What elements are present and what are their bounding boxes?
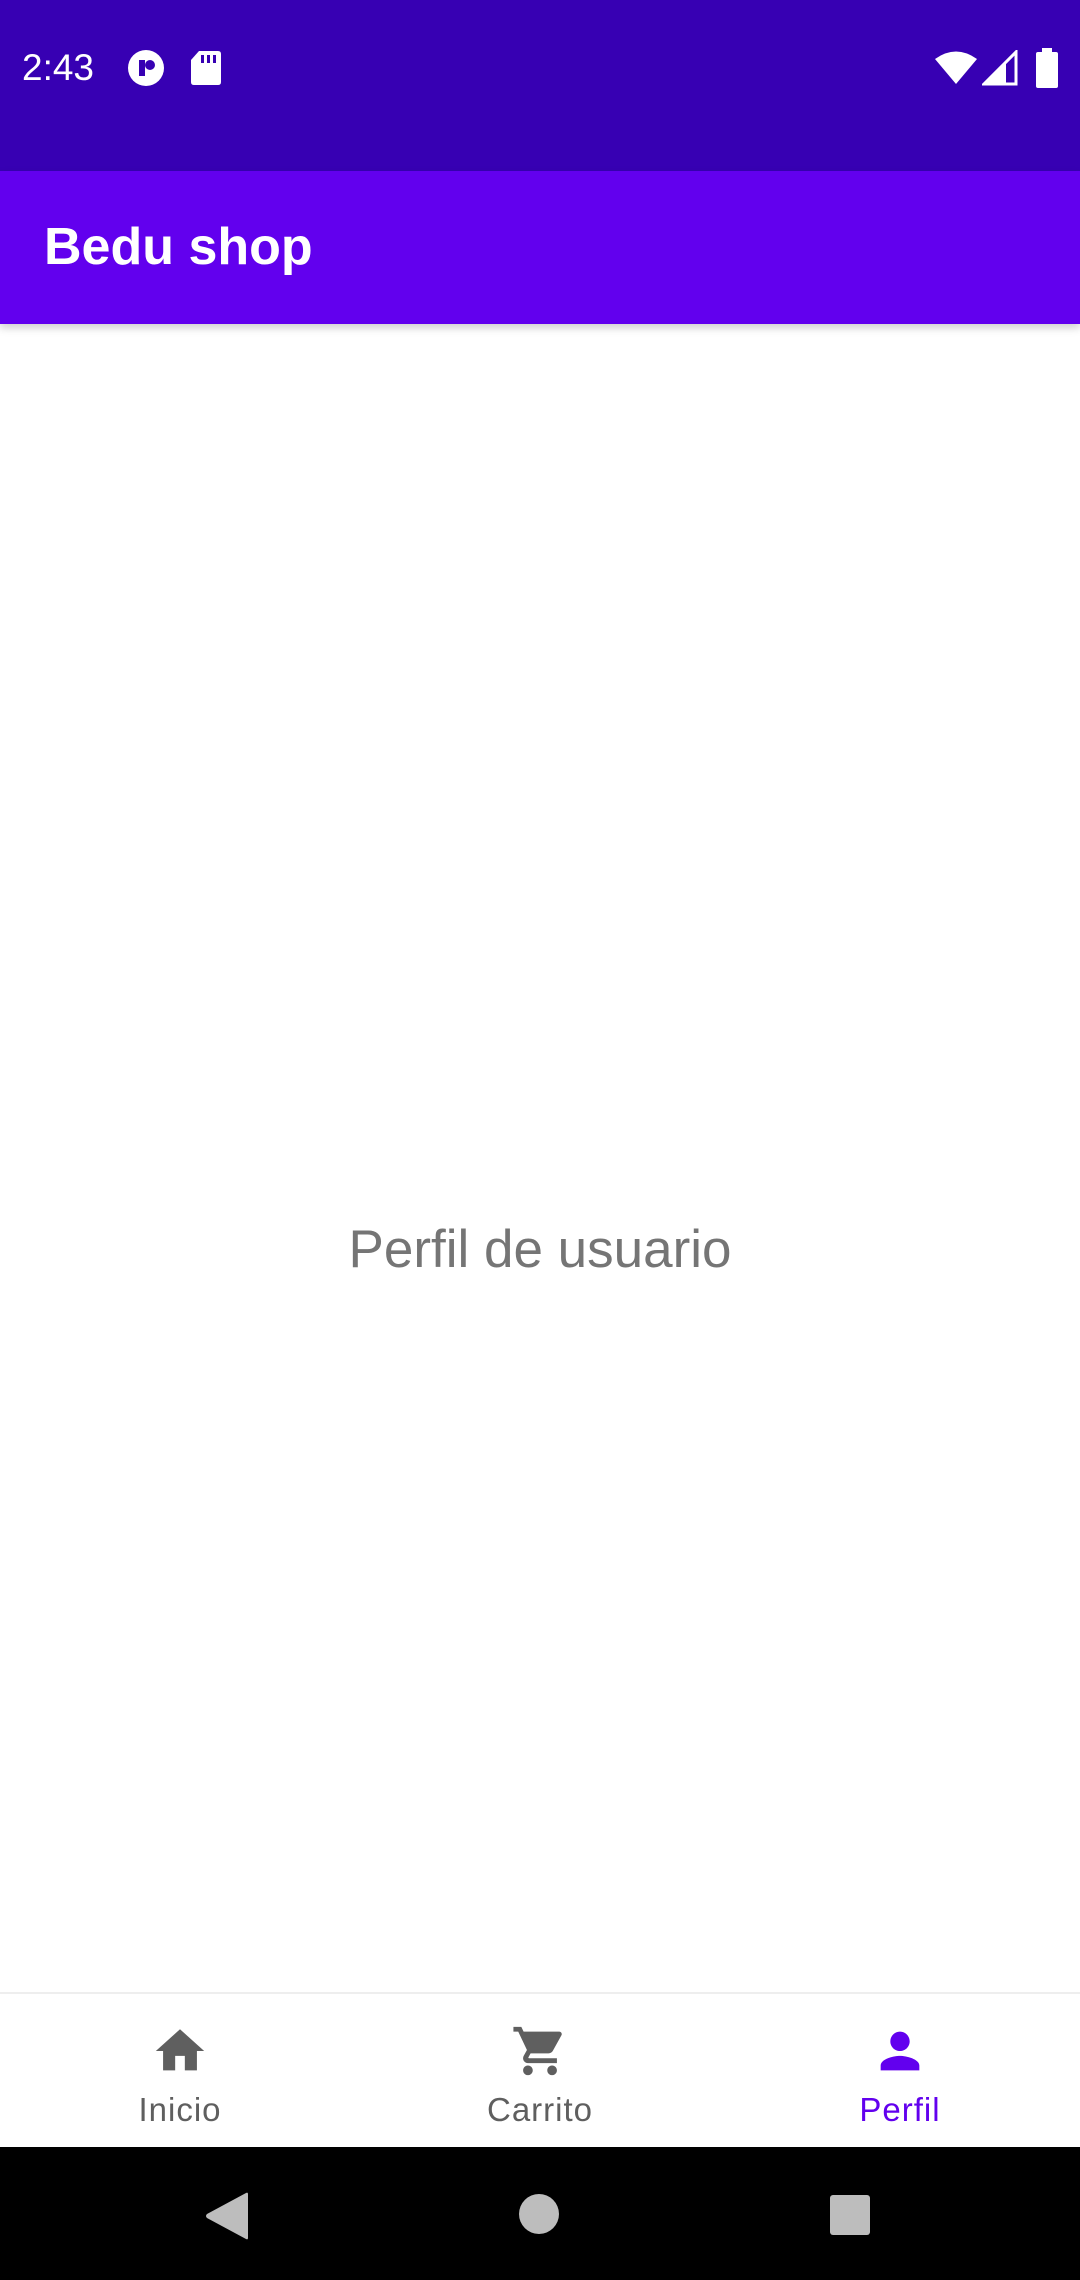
home-circle-icon[interactable]	[518, 2193, 560, 2235]
system-navigation-bar	[0, 2147, 1080, 2280]
cell-signal-icon	[982, 50, 1018, 86]
battery-icon	[1036, 48, 1058, 88]
home-icon	[151, 2022, 209, 2080]
nav-item-perfil[interactable]	[720, 1994, 1080, 2147]
shopping-cart-icon	[511, 2022, 569, 2080]
notification-app-icon	[126, 48, 166, 88]
app-title: Bedu shop	[44, 218, 313, 276]
sd-card-icon	[190, 50, 222, 86]
status-time: 2:43	[22, 47, 95, 88]
wifi-icon	[934, 50, 978, 86]
back-icon[interactable]	[204, 2191, 250, 2241]
profile-placeholder-text: Perfil de usuario	[348, 1220, 732, 1279]
nav-item-inicio[interactable]	[0, 1994, 360, 2147]
person-icon	[871, 2022, 929, 2080]
content-area	[0, 324, 1080, 1992]
recents-icon[interactable]	[829, 2194, 871, 2236]
nav-label-inicio: Inicio	[138, 2091, 222, 2128]
status-bar	[0, 0, 1080, 171]
nav-label-perfil: Perfil	[859, 2091, 941, 2128]
nav-item-carrito[interactable]	[360, 1994, 720, 2147]
nav-label-carrito: Carrito	[486, 2091, 594, 2128]
app-bar	[0, 171, 1080, 324]
bottom-navigation	[0, 1992, 1080, 2147]
